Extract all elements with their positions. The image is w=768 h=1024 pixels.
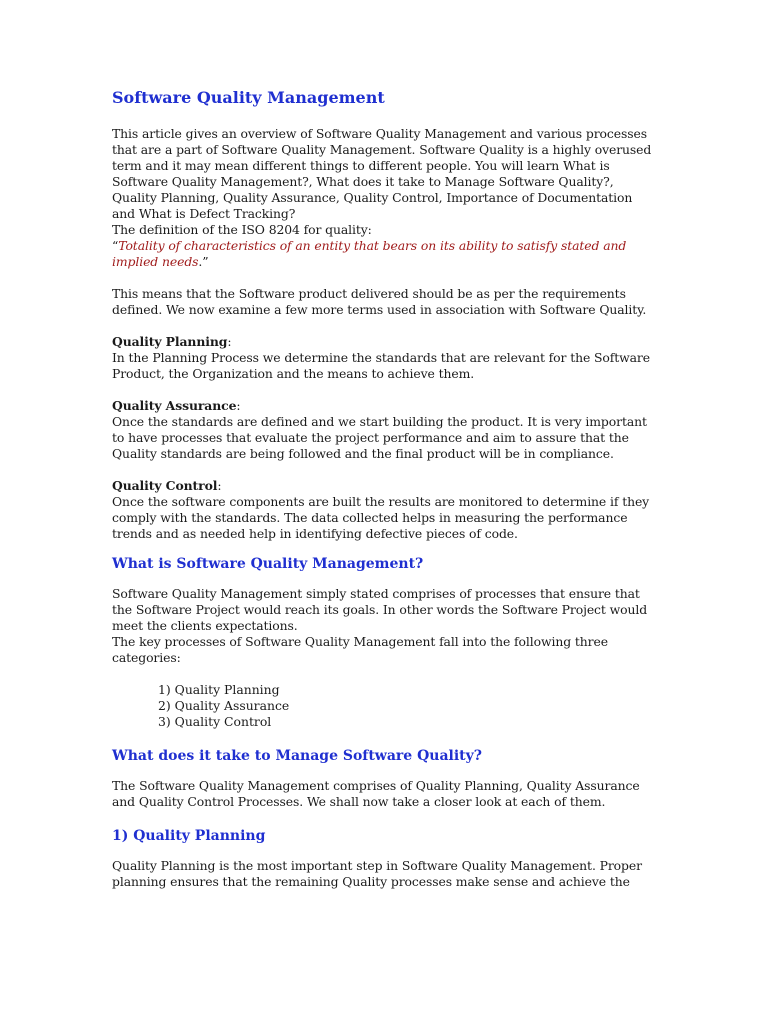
term-heading-quality-control — [112, 478, 657, 494]
list-item: 2) Quality Assurance — [158, 698, 290, 713]
article — [112, 86, 657, 890]
term-heading-quality-planning — [112, 334, 657, 350]
term-colon: : — [227, 334, 232, 349]
iso-quote — [112, 238, 657, 270]
section-heading-what-is: What is Software Quality Management? — [112, 556, 424, 572]
quote-close-mark: .” — [198, 254, 209, 269]
article-title: Software Quality Management — [112, 88, 385, 107]
definition-intro: The definition of the ISO 8204 for quality: — [112, 222, 372, 237]
categories-list — [112, 682, 657, 730]
means-paragraph: This means that the Software product delivered should be as per the requirements defined. We now examine a few more terms used in association with Software Quality. — [112, 286, 647, 317]
intro-paragraph: This article gives an overview of Software Quality Management and various processes that are a part of Software Quality Management. Software Quality is a highly overused term and it may mean different things to different people. You will learn What is Software Quality Management?, What does it take to Manage Software Quality?, Quality Planning, Quality Assurance, Quality Control, Importance of Documentation and What is Defect Tracking? — [112, 126, 652, 221]
manage-paragraph: The Software Quality Management comprises of Quality Planning, Quality Assurance and Quality Control Processes. We shall now take a closer look at each of them. — [112, 778, 640, 809]
term-description-quality-planning: In the Planning Process we determine the standards that are relevant for the Software Product, the Organization and the means to achieve them. — [112, 350, 650, 381]
quote-text: Totality of characteristics of an entity that bears on its ability to satisfy stated and implied needs — [112, 238, 627, 269]
term-name: Quality Control — [112, 478, 218, 493]
categories-intro: The key processes of Software Quality Management fall into the following three categories: — [112, 634, 608, 665]
list-item: 3) Quality Control — [158, 714, 272, 729]
list-item: 1) Quality Planning — [158, 682, 280, 697]
term-description-quality-assurance: Once the standards are defined and we start building the product. It is very important to have processes that evaluate the project performance and aim to assure that the Quality standards are being followed and the final product will be in compliance. — [112, 414, 647, 461]
what-is-paragraph: Software Quality Management simply stated comprises of processes that ensure that the Software Project would reach its goals. In other words the Software Project would meet the clients expectations. — [112, 586, 648, 633]
quality-planning-paragraph: Quality Planning is the most important step in Software Quality Management. Proper planning ensures that the remaining Quality processes make sense and achieve the — [112, 858, 642, 889]
term-name: Quality Planning — [112, 334, 228, 349]
term-colon: : — [217, 478, 222, 493]
quote-open-mark: “ — [112, 238, 119, 253]
term-name: Quality Assurance — [112, 398, 237, 413]
term-heading-quality-assurance — [112, 398, 657, 414]
term-colon: : — [236, 398, 241, 413]
section-heading-manage: What does it take to Manage Software Quality? — [112, 748, 482, 764]
term-description-quality-control: Once the software components are built the results are monitored to determine if they comply with the standards. The data collected helps in measuring the performance trends and as needed help in identifying defective pieces of code. — [112, 494, 650, 541]
section-heading-quality-planning: 1) Quality Planning — [112, 828, 266, 844]
